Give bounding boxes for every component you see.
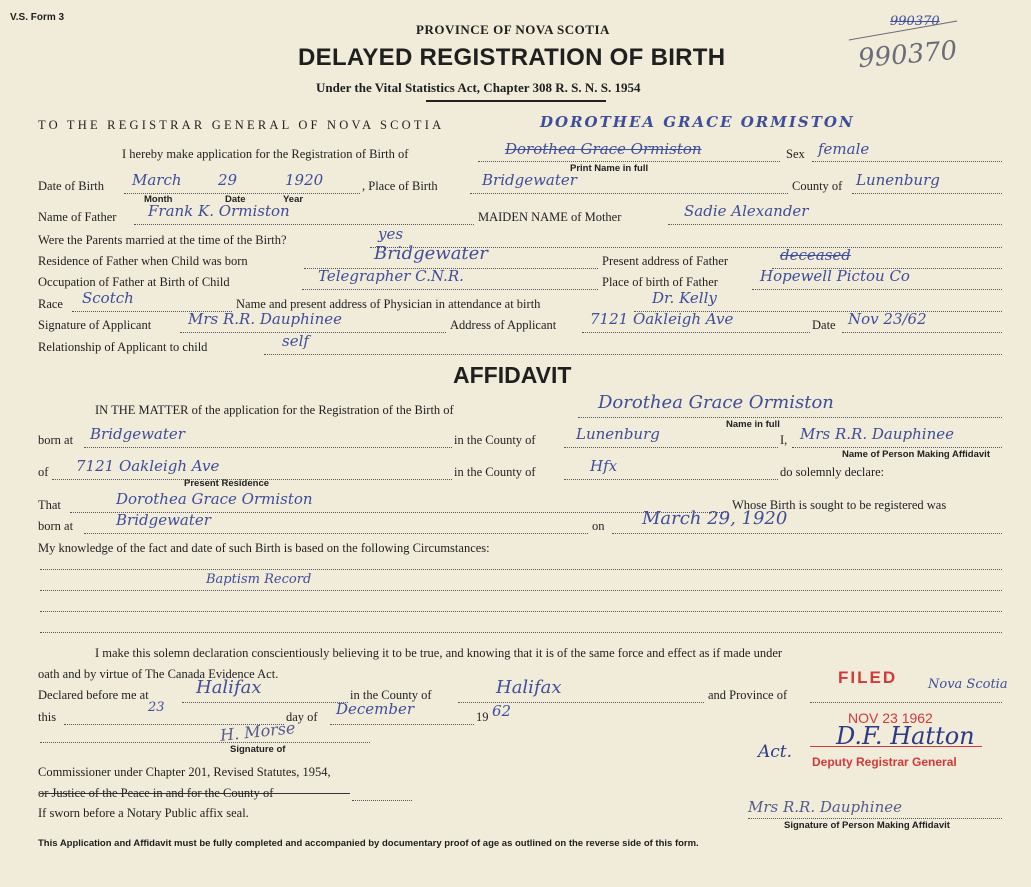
dob-year: 1920: [285, 171, 324, 189]
county-value: Lunenburg: [856, 171, 940, 189]
race-label: Race: [38, 297, 63, 311]
this-value: 23: [148, 700, 165, 715]
of-value: 7121 Oakleigh Ave: [76, 457, 220, 475]
physician-value: Dr. Kelly: [652, 289, 717, 307]
of-label: of: [38, 465, 49, 479]
person-caption: Name of Person Making Affidavit: [842, 449, 990, 460]
date-caption: Date: [225, 194, 246, 205]
justice-line: or Justice of the Peace in and for the County of: [38, 786, 274, 800]
commissioner-signature: H. Morse: [219, 718, 297, 745]
born-at2-label: born at: [38, 519, 74, 533]
commissioner-line: Commissioner under Chapter 201, Revised Statutes, 1954,: [38, 765, 331, 779]
that-value: Dorothea Grace Ormiston: [116, 490, 313, 508]
registrar-initials: Act.: [758, 742, 793, 762]
residence-father-value: Bridgewater: [374, 243, 488, 264]
father-label: Name of Father: [38, 210, 117, 224]
born-at-value: Bridgewater: [90, 425, 185, 443]
justice-strike: [40, 793, 350, 794]
day-of-value: December: [336, 700, 415, 718]
stamp-filed: FILED: [838, 668, 898, 687]
married-value: yes: [378, 225, 404, 243]
residence-father-label: Residence of Father when Child was born: [38, 254, 248, 268]
dob-day: 29: [218, 171, 238, 189]
to-registrar: TO THE REGISTRAR GENERAL OF NOVA SCOTIA: [38, 118, 445, 132]
province-value: Nova Scotia: [928, 677, 1008, 692]
matter-value: Dorothea Grace Ormiston: [598, 392, 834, 413]
province-heading: PROVINCE OF NOVA SCOTIA: [416, 22, 610, 37]
knowledge-label: My knowledge of the fact and date of such Birth is based on the following Circumstances:: [38, 541, 490, 555]
declaration-line2: oath and by virtue of The Canada Evidence Act.: [38, 667, 279, 681]
registration-number-struck: 990370: [890, 14, 940, 29]
on-label: on: [592, 519, 605, 533]
applicant-address: 7121 Oakleigh Ave: [590, 310, 734, 328]
present-address-value: deceased: [780, 246, 851, 264]
matter-label: IN THE MATTER of the application for the Registration of the Birth of: [95, 403, 454, 417]
province-label: and Province of: [708, 688, 788, 702]
title-rule: [426, 100, 606, 102]
applicant-signature-caption: Signature of Person Making Affidavit: [784, 820, 950, 831]
registration-number: 990370: [856, 35, 959, 75]
i-label: I,: [780, 433, 788, 447]
affiant-name: Mrs R.R. Dauphinee: [800, 425, 954, 443]
affidavit-county2-value: Hfx: [590, 457, 618, 475]
physician-label: Name and present address of Physician in attendance at birth: [236, 297, 541, 311]
this-label: this: [38, 710, 57, 724]
affidavit-county3-label: in the County of: [350, 688, 432, 702]
day-of-label: day of: [286, 710, 318, 724]
present-residence-caption: Present Residence: [184, 478, 270, 489]
race-value: Scotch: [82, 289, 134, 307]
declaration-line1: I make this solemn declaration conscientiously believing it to be true, and knowing that it is of the same force and effect as if made under: [95, 646, 783, 660]
maiden-label: MAIDEN NAME of Mother: [478, 210, 622, 224]
born-at-label: born at: [38, 433, 74, 447]
print-name-caption: Print Name in full: [570, 163, 649, 174]
year-caption: Year: [283, 194, 304, 205]
declared-value: Halifax: [196, 677, 262, 698]
whose-label: Whose Birth is sought to be registered was: [732, 498, 947, 512]
year-value: 62: [492, 702, 512, 720]
application-label: I hereby make application for the Registration of Birth of: [122, 147, 409, 161]
circumstance-value: Baptism Record: [206, 572, 312, 587]
married-label: Were the Parents married at the time of the Birth?: [38, 233, 287, 247]
form-number: V.S. Form 3: [10, 12, 65, 23]
name-print: DOROTHEA GRACE ORMISTON: [540, 113, 855, 131]
present-address-label: Present address of Father: [602, 254, 729, 268]
name-cursive: Dorothea Grace Ormiston: [505, 140, 702, 158]
affidavit-heading: AFFIDAVIT: [453, 362, 572, 388]
registrar-signature: D.F. Hatton: [836, 722, 975, 750]
affidavit-county3-value: Halifax: [496, 677, 562, 698]
dob-month: March: [132, 171, 182, 189]
county-label: County of: [792, 179, 843, 193]
affidavit-county-label: in the County of: [454, 433, 536, 447]
pob-value: Bridgewater: [482, 171, 577, 189]
footer-note: This Application and Affidavit must be fully completed and accompanied by documentary proof of age as outlined on the reverse side of this form.: [38, 838, 699, 849]
sex-label: Sex: [786, 147, 805, 161]
declared-label: Declared before me at: [38, 688, 149, 702]
stamp-title: Deputy Registrar General: [812, 755, 957, 769]
on-value: March 29, 1920: [642, 508, 788, 529]
signature-label: Signature of Applicant: [38, 318, 152, 332]
date-label: Date: [812, 318, 836, 332]
that-label: That: [38, 498, 61, 512]
relationship-label: Relationship of Applicant to child: [38, 340, 208, 354]
applicant-affidavit-signature: Mrs R.R. Dauphinee: [748, 798, 902, 816]
address-label: Address of Applicant: [450, 318, 557, 332]
page-title: DELAYED REGISTRATION OF BIRTH: [298, 44, 726, 71]
applicant-signature: Mrs R.R. Dauphinee: [188, 310, 342, 328]
father-birthplace-label: Place of birth of Father: [602, 275, 718, 289]
name-in-full-caption: Name in full: [726, 419, 780, 430]
occupation-value: Telegrapher C.N.R.: [318, 267, 464, 285]
affidavit-county-value: Lunenburg: [576, 425, 660, 443]
maiden-value: Sadie Alexander: [684, 202, 809, 220]
relationship-value: self: [282, 332, 309, 350]
occupation-label: Occupation of Father at Birth of Child: [38, 275, 230, 289]
born-at2-value: Bridgewater: [116, 511, 211, 529]
father-value: Frank K. Ormiston: [148, 202, 290, 220]
sex-value: female: [818, 140, 870, 158]
father-birthplace-value: Hopewell Pictou Co: [760, 267, 910, 285]
pob-label: , Place of Birth: [362, 179, 438, 193]
declare-label: do solemnly declare:: [780, 465, 885, 479]
page-subtitle: Under the Vital Statistics Act, Chapter 308 R. S. N. S. 1954: [316, 80, 641, 95]
year-prefix: 19: [476, 710, 489, 724]
dob-label: Date of Birth: [38, 179, 104, 193]
month-caption: Month: [144, 194, 173, 205]
signature-of-caption: Signature of: [230, 744, 286, 755]
notary-line: If sworn before a Notary Public affix seal.: [38, 806, 249, 820]
affidavit-county2-label: in the County of: [454, 465, 536, 479]
application-date: Nov 23/62: [848, 310, 927, 328]
stamp-date: NOV 23 1962: [848, 710, 933, 726]
